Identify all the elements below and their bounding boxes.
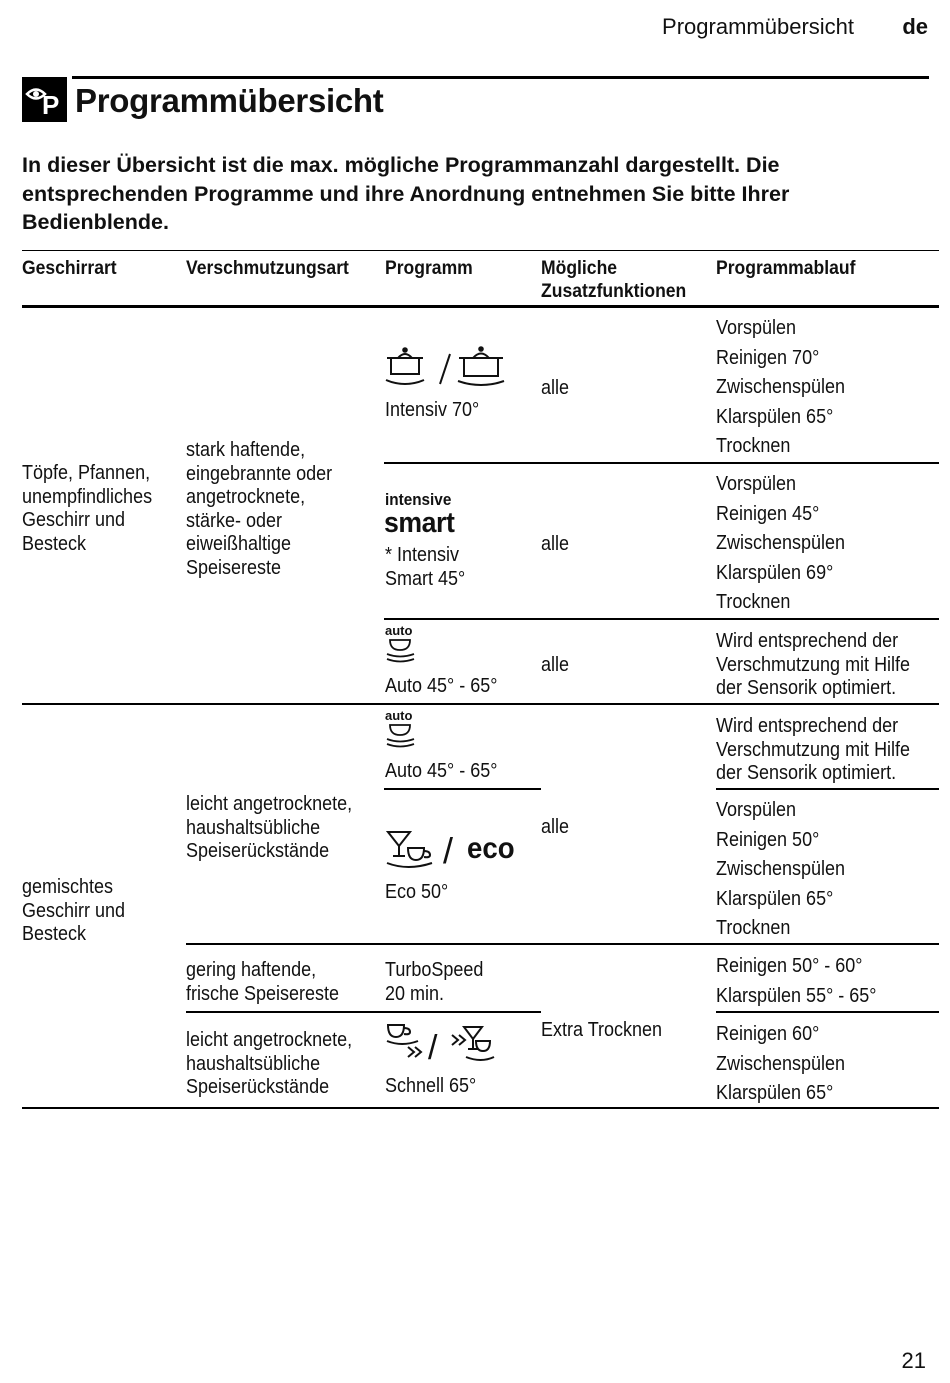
ablauf-eco: Vorspülen Reinigen 50° Zwischenspülen Klarspülen 65° Trocknen: [716, 799, 846, 940]
turbo-bottom-rule-left: [186, 1011, 541, 1013]
zusatz-turbo-schnell: Extra Trocknen: [541, 1019, 663, 1041]
ablauf-row1: Vorspülen Reinigen 70° Zwischenspülen Klarspülen 65° Trocknen: [716, 317, 846, 458]
col-header-verschmutzung: Verschmutzungsart: [186, 257, 349, 279]
auto2-bottom-rule-prog: [384, 788, 541, 790]
auto-icon: [386, 638, 418, 669]
auto-icon-label-2: auto: [385, 708, 413, 723]
header-bottom-rule: [22, 305, 939, 308]
zusatz-row1: alle: [541, 377, 570, 399]
program-turbospeed: TurboSpeed 20 min.: [385, 959, 484, 1005]
col-header-programm: Programm: [385, 257, 473, 279]
group1-bottom-rule: [22, 703, 939, 705]
group1-geschirrart: Töpfe, Pfannen, unempfindliches Geschirr und Besteck: [22, 462, 153, 555]
page-number: 21: [901, 1348, 926, 1373]
ablauf-schnell: Reinigen 60° Zwischenspülen Klarspülen 65°: [716, 1023, 846, 1105]
program-overview-icon-letter: P: [42, 90, 60, 120]
program-overview-icon: [22, 77, 67, 122]
language-code: de: [902, 14, 928, 39]
group1-verschmutzung: stark haftende, eingebrannte oder angetrocknete, stärke- oder eiweißhaltige Speisereste: [186, 439, 333, 579]
program-auto-1: Auto 45° - 65°: [385, 675, 498, 697]
group2-verschmutzung-b: gering haftende, frische Speisereste: [186, 959, 340, 1005]
table-bottom-rule: [22, 1107, 939, 1109]
col-header-geschirrart: Geschirrart: [22, 257, 117, 279]
group2-verschmutzung-c: leicht angetrocknete, haushaltsübliche Speiserückstände: [186, 1029, 353, 1098]
running-header-title: Programmübersicht: [662, 14, 854, 39]
program-intensiv-smart: * Intensiv Smart 45°: [385, 544, 466, 590]
ablauf-turbospeed: Reinigen 50° - 60° Klarspülen 55° - 65°: [716, 955, 877, 1007]
program-schnell-65: Schnell 65°: [385, 1075, 477, 1097]
program-eco-50: Eco 50°: [385, 881, 449, 903]
auto2-bottom-rule-ablauf: [716, 788, 939, 790]
ablauf-auto-2: Wird entsprechend der Verschmutzung mit Hilfe der Sensorik optimiert.: [716, 715, 911, 784]
page-title: Programmübersicht: [75, 82, 384, 119]
col-header-ablauf: Programmablauf: [716, 257, 856, 279]
eco-bottom-rule: [186, 943, 939, 945]
row1-bottom-rule: [384, 462, 939, 464]
zusatz-row3: alle: [541, 654, 570, 676]
eco-logo: eco: [467, 832, 515, 865]
row2-bottom-rule: [384, 618, 939, 620]
header-rule: [72, 76, 929, 79]
group2-verschmutzung-a: leicht angetrocknete, haushaltsübliche Speiserückstände: [186, 793, 353, 862]
col-header-zusatz: [541, 257, 686, 303]
ablauf-row2: Vorspülen Reinigen 45° Zwischenspülen Klarspülen 69° Trocknen: [716, 473, 846, 614]
program-intensiv-70: Intensiv 70°: [385, 399, 480, 421]
group2-geschirrart: gemischtes Geschirr und Besteck: [22, 876, 126, 945]
ablauf-row3: Wird entsprechend der Verschmutzung mit Hilfe der Sensorik optimiert.: [716, 630, 911, 699]
eco-glass-icon: [386, 830, 438, 877]
intro-text: In dieser Übersicht ist die max. mögliche Programmanzahl dargestellt. Die entsprechenden Programme und ihre Anordnung entnehmen Sie bitte Ihrer Bedienblende.: [22, 153, 790, 234]
schnell-icon: [386, 1021, 498, 1072]
auto-icon-2: [386, 723, 418, 754]
col-header-zusatz-line1: Mögliche: [541, 257, 618, 279]
program-auto-2: Auto 45° - 65°: [385, 760, 498, 782]
auto-icon-label: auto: [385, 623, 413, 638]
svg-text:/: /: [428, 1029, 438, 1067]
eco-slash: /: [443, 830, 454, 871]
intensive-smart-logo-main: smart: [384, 507, 455, 539]
turbo-bottom-rule-right: [716, 1011, 939, 1013]
zusatz-row2: alle: [541, 533, 570, 555]
col-header-zusatz-line2: Zusatzfunktionen: [541, 280, 687, 302]
pot-icon: [384, 344, 514, 395]
intensive-smart-logo-top: intensive: [385, 490, 452, 509]
table-top-rule: [22, 250, 939, 251]
zusatz-auto-eco: alle: [541, 816, 570, 838]
